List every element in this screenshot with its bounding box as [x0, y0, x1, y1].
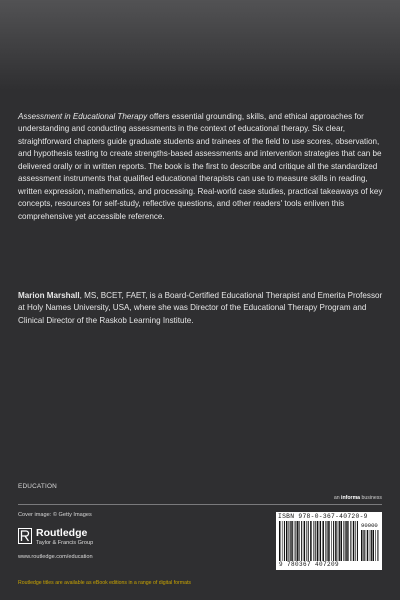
price-barcode-bars	[360, 530, 380, 561]
barcode-bar	[304, 521, 306, 561]
price-barcode-bar	[363, 530, 364, 561]
isbn-label: ISBN 978-0-367-40720-9	[278, 513, 368, 520]
informa-suffix: business	[360, 495, 382, 501]
barcode-bar	[331, 521, 332, 561]
barcode-bar	[315, 521, 316, 561]
barcode-digits: 9 780367 407209	[279, 561, 340, 568]
barcode-bars	[278, 521, 358, 561]
publisher-group: Taylor & Francis Group	[36, 540, 94, 546]
barcode-bar	[294, 521, 295, 561]
barcode-bar	[325, 521, 326, 561]
barcode-bar	[341, 521, 343, 561]
barcode-bar	[306, 521, 307, 561]
barcode-bar	[346, 521, 348, 561]
blurb-book-title: Assessment in Educational Therapy	[18, 112, 148, 121]
barcode-bar	[297, 521, 299, 561]
barcode-bar	[343, 521, 344, 561]
author-bio	[18, 290, 386, 327]
book-blurb	[18, 111, 386, 223]
price-barcode-bar	[361, 530, 363, 561]
barcode-bar	[310, 521, 312, 561]
barcode-bar	[301, 521, 302, 561]
barcode-bar	[353, 521, 355, 561]
publisher-url[interactable]: www.routledge.com/education	[18, 554, 93, 560]
barcode-bar	[290, 521, 291, 561]
barcode-bar	[288, 521, 289, 561]
barcode-bar	[345, 521, 346, 561]
barcode-bar	[279, 521, 281, 561]
author-name: Marion Marshall	[18, 291, 80, 300]
barcode-bar	[291, 521, 293, 561]
price-barcode-bar	[364, 530, 365, 561]
barcode-bar	[333, 521, 334, 561]
price-code: 90000	[361, 522, 378, 529]
barcode-bar	[327, 521, 328, 561]
barcode-bar	[338, 521, 339, 561]
barcode-bar	[339, 521, 340, 561]
isbn-barcode	[276, 512, 382, 570]
barcode-bar	[317, 521, 319, 561]
price-barcode-bar	[367, 530, 369, 561]
routledge-r-logo-icon	[18, 528, 32, 544]
price-barcode-bar	[377, 530, 378, 561]
barcode-bar	[286, 521, 288, 561]
barcode-bar	[335, 521, 337, 561]
price-barcode-bar	[375, 530, 376, 561]
publisher-name: Routledge	[36, 527, 88, 539]
informa-prefix: an	[333, 495, 342, 501]
publisher-block	[18, 526, 138, 566]
price-barcode-bar	[373, 530, 375, 561]
barcode-bar	[299, 521, 300, 561]
ebook-availability-note: Routledge titles are available as eBook editions in a range of digital formats	[18, 580, 192, 586]
barcode-bar	[357, 521, 358, 561]
barcode-bar	[282, 521, 283, 561]
barcode-bar	[313, 521, 314, 561]
barcode-bar	[320, 521, 321, 561]
price-barcode-bar	[370, 530, 371, 561]
barcode-bar	[284, 521, 285, 561]
subject-category: EDUCATION	[18, 483, 57, 490]
barcode-bar	[295, 521, 296, 561]
barcode-bar	[350, 521, 351, 561]
barcode-bar	[308, 521, 309, 561]
top-gradient-band	[0, 0, 400, 90]
barcode-bar	[319, 521, 320, 561]
price-barcode-bar	[371, 530, 372, 561]
informa-brand: informa	[341, 495, 361, 501]
cover-image-credit: Cover image: © Getty Images	[18, 512, 92, 518]
informa-business-tag	[334, 495, 382, 501]
blurb-text: offers essential grounding, skills, and ethical approaches for understanding and conducting assessments in the context of educational therapy. Six clear, straightforward chapters guide graduate students and trainees of the field to use scores, observation, and hypothesis testing to create strengths-based assessments and intervention strategies that can be delivered orally or in written reports. The book is the first to describe and critique all the standardized assessment instruments that qualified educational therapists can use to measure skills in reading, written expression, mathematics, and processing. Real-world case studies, practical takeaways of key concepts, resources for self-study, reflective questions, and other readers' tools enliven this comprehensive yet accessible reference.	[18, 112, 383, 221]
barcode-bar	[348, 521, 349, 561]
barcode-bar	[328, 521, 330, 561]
barcode-bar	[322, 521, 324, 561]
author-bio-text: , MS, BCET, FAET, is a Board-Certified Educational Therapist and Emerita Professor at Holy Names University, USA, where she was Director of the Educational Therapy Program and Clinical Director of the Raskob Learning Institute.	[18, 291, 383, 325]
footer-divider	[18, 504, 382, 505]
barcode-bar	[355, 521, 356, 561]
